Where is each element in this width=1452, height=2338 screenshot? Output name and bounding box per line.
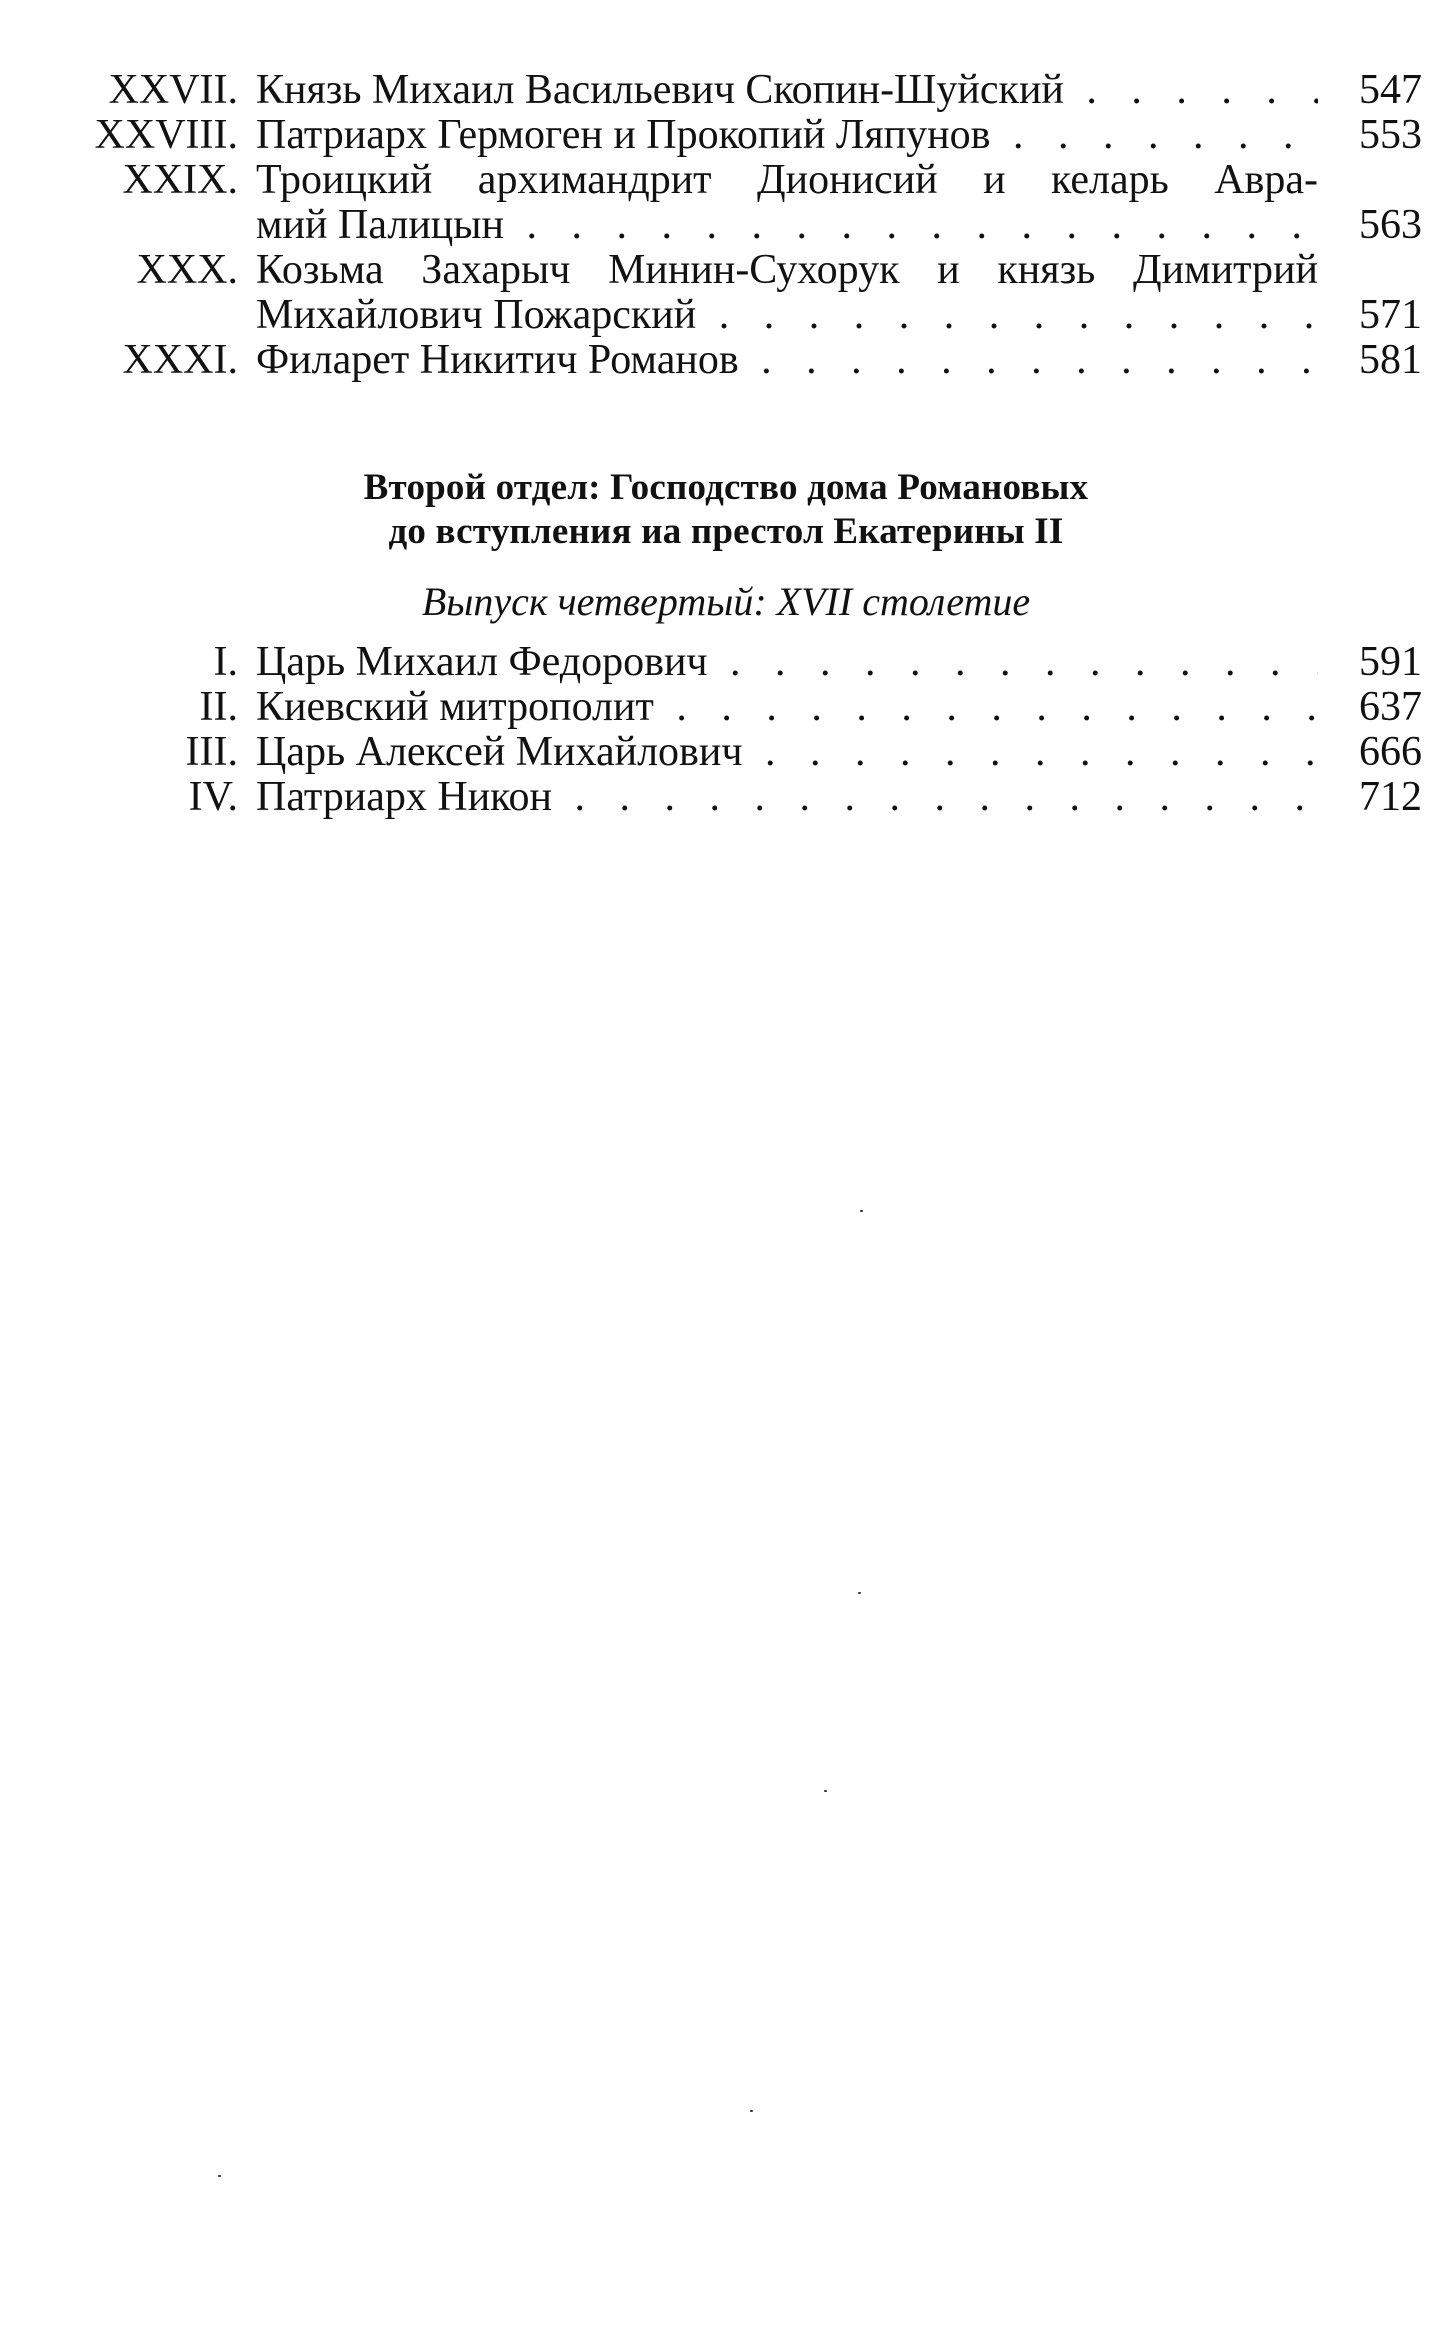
chapter-title-line: мий Палицын . . .	[256, 203, 1318, 248]
page-number: 581	[1359, 337, 1422, 383]
page-number: 571	[1359, 292, 1422, 338]
chapter-title: Патриарх Гермоген и Прокопий Ляпунов . . .	[256, 113, 1318, 158]
page-number: 591	[1359, 639, 1422, 685]
scan-speck	[750, 2110, 753, 2112]
chapter-number: XXVII.	[108, 67, 238, 113]
chapter-number: III.	[185, 729, 238, 775]
chapter-title-line: Троицкий архимандрит Дионисий и келарь Авра-	[256, 158, 1318, 203]
chapter-title-line: Михайлович Пожарский . . .	[256, 293, 1318, 338]
chapter-title: Царь Алексей Михайлович . . .	[256, 730, 1318, 775]
chapter-number: XXX.	[136, 247, 238, 293]
chapter-number: XXIX.	[122, 157, 238, 203]
section-heading-line: Второй отдел: Господство дома Романовых	[363, 467, 1089, 508]
page-number: 553	[1359, 112, 1422, 158]
chapter-title: Патриарх Никон . . .	[256, 775, 1318, 820]
chapter-number: XXXI.	[122, 337, 238, 383]
toc-entry	[60, 685, 1422, 730]
chapter-title: Царь Михаил Федорович . . .	[256, 640, 1318, 685]
section-subheading: Выпуск четвертый: XVII столетие	[421, 579, 1031, 624]
toc-list-part-2	[60, 640, 1422, 820]
chapter-number: I.	[213, 639, 238, 685]
chapter-number: II.	[199, 684, 238, 730]
scan-speck	[858, 1592, 861, 1594]
page-number: 563	[1359, 202, 1422, 248]
toc-entry	[60, 68, 1422, 113]
page-number: 666	[1359, 729, 1422, 775]
section-heading	[0, 466, 1452, 554]
scan-speck	[824, 1790, 827, 1792]
chapter-title-line: Козьма Захарыч Минин-Сухорук и князь Димитрий	[256, 248, 1318, 293]
toc-entry	[60, 640, 1422, 685]
toc-entry	[60, 248, 1422, 338]
toc-entry	[60, 775, 1422, 820]
page-number: 637	[1359, 684, 1422, 730]
chapter-number: XXVIII.	[94, 112, 238, 158]
chapter-title: Князь Михаил Васильевич Скопин-Шуйский . . .	[256, 68, 1318, 113]
section-heading-line: до вступления иа престол Екатерины II	[388, 511, 1064, 552]
chapter-title: Филарет Никитич Романов . . .	[256, 338, 1318, 383]
toc-entry	[60, 158, 1422, 248]
toc-list-part-1	[60, 68, 1422, 383]
scan-speck	[218, 2175, 221, 2177]
page-number: 547	[1359, 67, 1422, 113]
chapter-number: IV.	[188, 774, 238, 820]
toc-entry	[60, 338, 1422, 383]
chapter-title: Киевский митрополит . . .	[256, 685, 1318, 730]
toc-entry	[60, 113, 1422, 158]
toc-entry	[60, 730, 1422, 775]
page-number: 712	[1359, 774, 1422, 820]
scan-speck	[860, 1210, 863, 1212]
